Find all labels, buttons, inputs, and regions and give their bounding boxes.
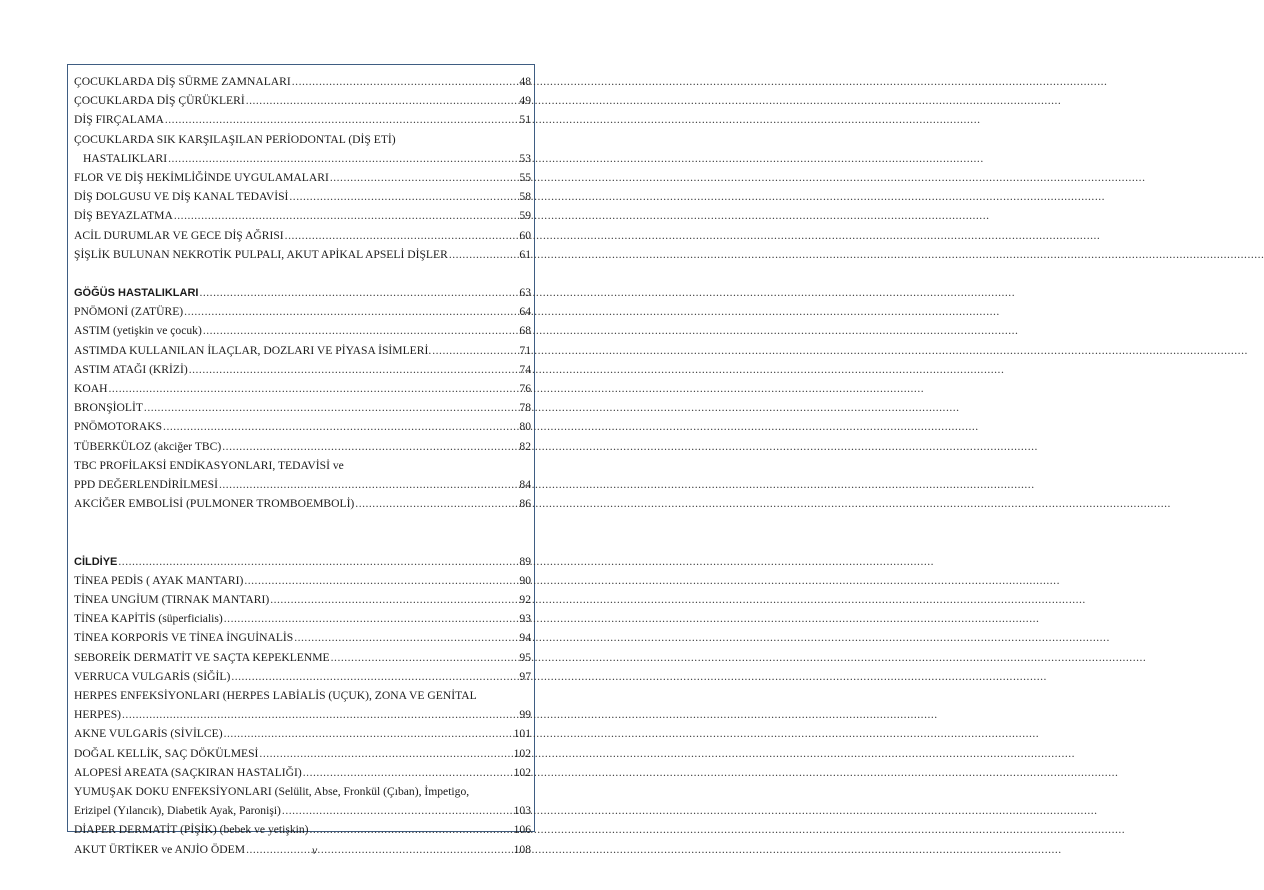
entry-page-number: 86 [519,497,531,511]
entry-page-number: 80 [519,420,531,434]
entry-title: BRONŞİOLİT [74,401,143,415]
dot-leader [330,168,519,187]
entry-title: PNÖMOTORAKS [74,420,163,434]
entry-title: DİŞ BEYAZLATMA [74,209,173,223]
toc-entry[interactable] [74,724,531,743]
entry-title: TBC PROFİLAKSİ ENDİKASYONLARI, TEDAVİSİ ve [74,458,344,472]
dot-leader [224,724,513,743]
entry-page-number: 99 [519,708,531,722]
entry-page-number: 95 [519,650,531,664]
entry-page-number: 94 [519,631,531,645]
toc-entry[interactable] [74,341,531,360]
entry-title: ACİL DURUMLAR VE GECE DİŞ AĞRISI [74,228,284,242]
toc-entry[interactable] [74,744,531,763]
toc-entry[interactable] [74,321,531,340]
dot-leader [109,379,519,398]
entry-title: DİŞ FIRÇALAMA [74,113,164,127]
dot-leader [285,226,519,245]
entry-title: ASTIM (yetişkin ve çocuk) [74,324,202,338]
toc-entry[interactable] [74,763,531,782]
entry-title: HERPES) [74,708,122,722]
toc-entry[interactable] [74,609,531,628]
toc-entry [74,686,531,705]
entry-page-number: 74 [519,362,531,376]
section-heading[interactable] [74,283,531,302]
entry-title: ÇOCUKLARDA DİŞ ÇÜRÜKLERİ [74,94,245,108]
toc-section-gogus [74,283,531,513]
toc-entry [74,456,531,475]
dot-leader [231,667,518,686]
entry-title: TİNEA PEDİS ( AYAK MANTARI) [74,573,244,587]
entry-page-number: 92 [519,593,531,607]
section-heading[interactable] [74,552,531,571]
toc-section-cildiye [74,552,531,859]
entry-page-number: 68 [519,324,531,338]
dot-leader [244,571,518,590]
page-number: v [311,843,318,857]
toc-entry[interactable] [74,187,531,206]
toc-entry[interactable] [74,226,531,245]
dot-leader [282,801,513,820]
toc-entry[interactable] [74,110,531,129]
dot-leader [219,475,518,494]
entry-page-number: 78 [519,401,531,415]
dot-leader [189,360,519,379]
toc-entry[interactable] [74,417,531,436]
entry-page-number: 71 [519,343,531,357]
entry-page-number: 60 [519,228,531,242]
toc-entry[interactable] [74,206,531,225]
entry-title: AKUT ÜRTİKER ve ANJİO ÖDEM [74,842,246,856]
entry-page-number: 101 [513,727,531,741]
entry-title: ŞİŞLİK BULUNAN NEKROTİK PULPALI, AKUT APİKAL APSELİ DİŞLER [74,247,448,261]
toc-entry[interactable] [74,437,531,456]
entry-page-number: 93 [519,612,531,626]
dot-leader [165,110,519,129]
table-of-contents [74,72,531,859]
toc-entry[interactable] [74,801,531,820]
entry-title: AKCİĞER EMBOLİSİ (PULMONER TROMBOEMBOLİ) [74,497,355,511]
toc-entry[interactable] [74,360,531,379]
entry-page-number: 49 [519,94,531,108]
entry-title: DİAPER DERMATİT (PİŞİK) (bebek ve yetişkin) [74,823,309,837]
entry-title: TİNEA UNGİUM (TIRNAK MANTARI) [74,593,270,607]
dot-leader [303,763,513,782]
entry-title: DİŞ DOLGUSU VE DİŞ KANAL TEDAVİSİ [74,190,289,204]
entry-page-number: 55 [519,170,531,184]
toc-entry[interactable] [74,91,531,110]
entry-title: ÇOCUKLARDA SIK KARŞILAŞILAN PERİODONTAL (DİŞ ETİ) [74,132,396,146]
dot-leader [310,820,513,839]
entry-title: ASTIMDA KULLANILAN İLAÇLAR, DOZLARI VE PİYASA İSİMLERİ. [74,343,432,357]
entry-title: CİLDİYE [74,555,118,568]
toc-entry[interactable] [74,820,531,839]
dot-leader [168,149,518,168]
dot-leader [163,417,518,436]
toc-entry [74,130,531,149]
entry-page-number: 102 [513,746,531,760]
dot-leader [224,609,519,628]
toc-entry[interactable] [74,628,531,647]
toc-entry[interactable] [74,149,531,168]
dot-leader [294,628,518,647]
entry-title: TİNEA KORPORİS VE TİNEA İNGUİNALİS [74,631,294,645]
entry-page-number: 90 [519,573,531,587]
dot-leader [331,648,519,667]
entry-page-number: 76 [519,382,531,395]
toc-entry[interactable] [74,168,531,187]
toc-entry[interactable] [74,494,531,513]
dot-leader [174,206,519,225]
entry-page-number: 59 [519,209,531,223]
entry-title: ALOPESİ AREATA (SAÇKIRAN HASTALIĞI) [74,765,302,779]
entry-page-number: 103 [513,804,531,818]
dot-leader [270,590,518,609]
entry-page-number: 106 [513,823,531,837]
toc-entry[interactable] [74,705,531,724]
toc-entry[interactable] [74,475,531,494]
dot-leader [122,705,518,724]
entry-title: AKNE VULGARİS (SİVİLCE) [74,727,223,741]
entry-title: ÇOCUKLARDA DİŞ SÜRME ZAMNALARI [74,75,291,88]
entry-page-number: 108 [513,842,531,856]
toc-entry[interactable] [74,648,531,667]
entry-page-number: 97 [519,669,531,683]
toc-entry[interactable] [74,667,531,686]
entry-title: GÖĞÜS HASTALIKLARI [74,287,199,300]
entry-page-number: 61 [519,247,531,261]
entry-page-number: 48 [519,75,531,88]
entry-title: HERPES ENFEKSİYONLARI (HERPES LABİALİS (UÇUK), ZONA VE GENİTAL [74,689,477,703]
dot-leader [246,91,519,110]
toc-section-dis [74,72,531,264]
entry-page-number: 82 [519,439,531,453]
entry-title: TÜBERKÜLOZ (akciğer TBC) [74,439,222,453]
dot-leader [118,552,518,571]
entry-title: Erizipel (Yılancık), Diabetik Ayak, Paronişi) [74,804,281,818]
entry-page-number: 51 [519,113,531,127]
dot-leader [432,341,518,360]
toc-entry[interactable] [74,571,531,590]
entry-page-number: 84 [519,477,531,491]
entry-title: SEBOREİK DERMATİT VE SAÇTA KEPEKLENME [74,650,330,664]
toc-entry[interactable] [74,72,531,91]
dot-leader [144,398,518,417]
dot-leader [355,494,518,513]
toc-entry[interactable] [74,379,531,398]
dot-leader [292,72,519,91]
dot-leader [289,187,518,206]
entry-title: KOAH [74,382,108,395]
entry-page-number: 89 [519,554,531,568]
entry-page-number: 53 [519,151,531,165]
entry-title: DOĞAL KELLİK, SAÇ DÖKÜLMESİ [74,746,259,760]
section-gap [74,513,531,551]
dot-leader [199,283,518,302]
dot-leader [222,437,518,456]
entry-title: FLOR VE DİŞ HEKİMLİĞİNDE UYGULAMALARI [74,170,329,184]
dot-leader [184,302,518,321]
entry-page-number: 63 [519,286,531,300]
toc-entry[interactable] [74,245,531,264]
dot-leader [259,744,512,763]
dot-leader [203,321,519,340]
section-gap [74,264,531,283]
entry-title: YUMUŞAK DOKU ENFEKSİYONLARI (Selülit, Abse, Fronkül (Çıban), İmpetigo, [74,784,470,798]
toc-entry [74,782,531,801]
toc-entry[interactable] [74,398,531,417]
entry-title: ASTIM ATAĞI (KRİZİ) [74,362,188,376]
dot-leader [449,245,519,264]
entry-title: TİNEA KAPİTİS (süperficialis) [74,612,223,626]
entry-page-number: 102 [513,765,531,779]
entry-page-number: 64 [519,305,531,319]
entry-title: VERRUCA VULGARİS (SİĞİL) [74,669,231,683]
toc-entry[interactable] [74,590,531,609]
entry-title: PNÖMONİ (ZATÜRE) [74,305,184,319]
entry-page-number: 58 [519,190,531,204]
entry-title: HASTALIKLARI [83,151,168,165]
entry-title: PPD DEĞERLENDİRİLMESİ [74,477,218,491]
toc-entry[interactable] [74,302,531,321]
